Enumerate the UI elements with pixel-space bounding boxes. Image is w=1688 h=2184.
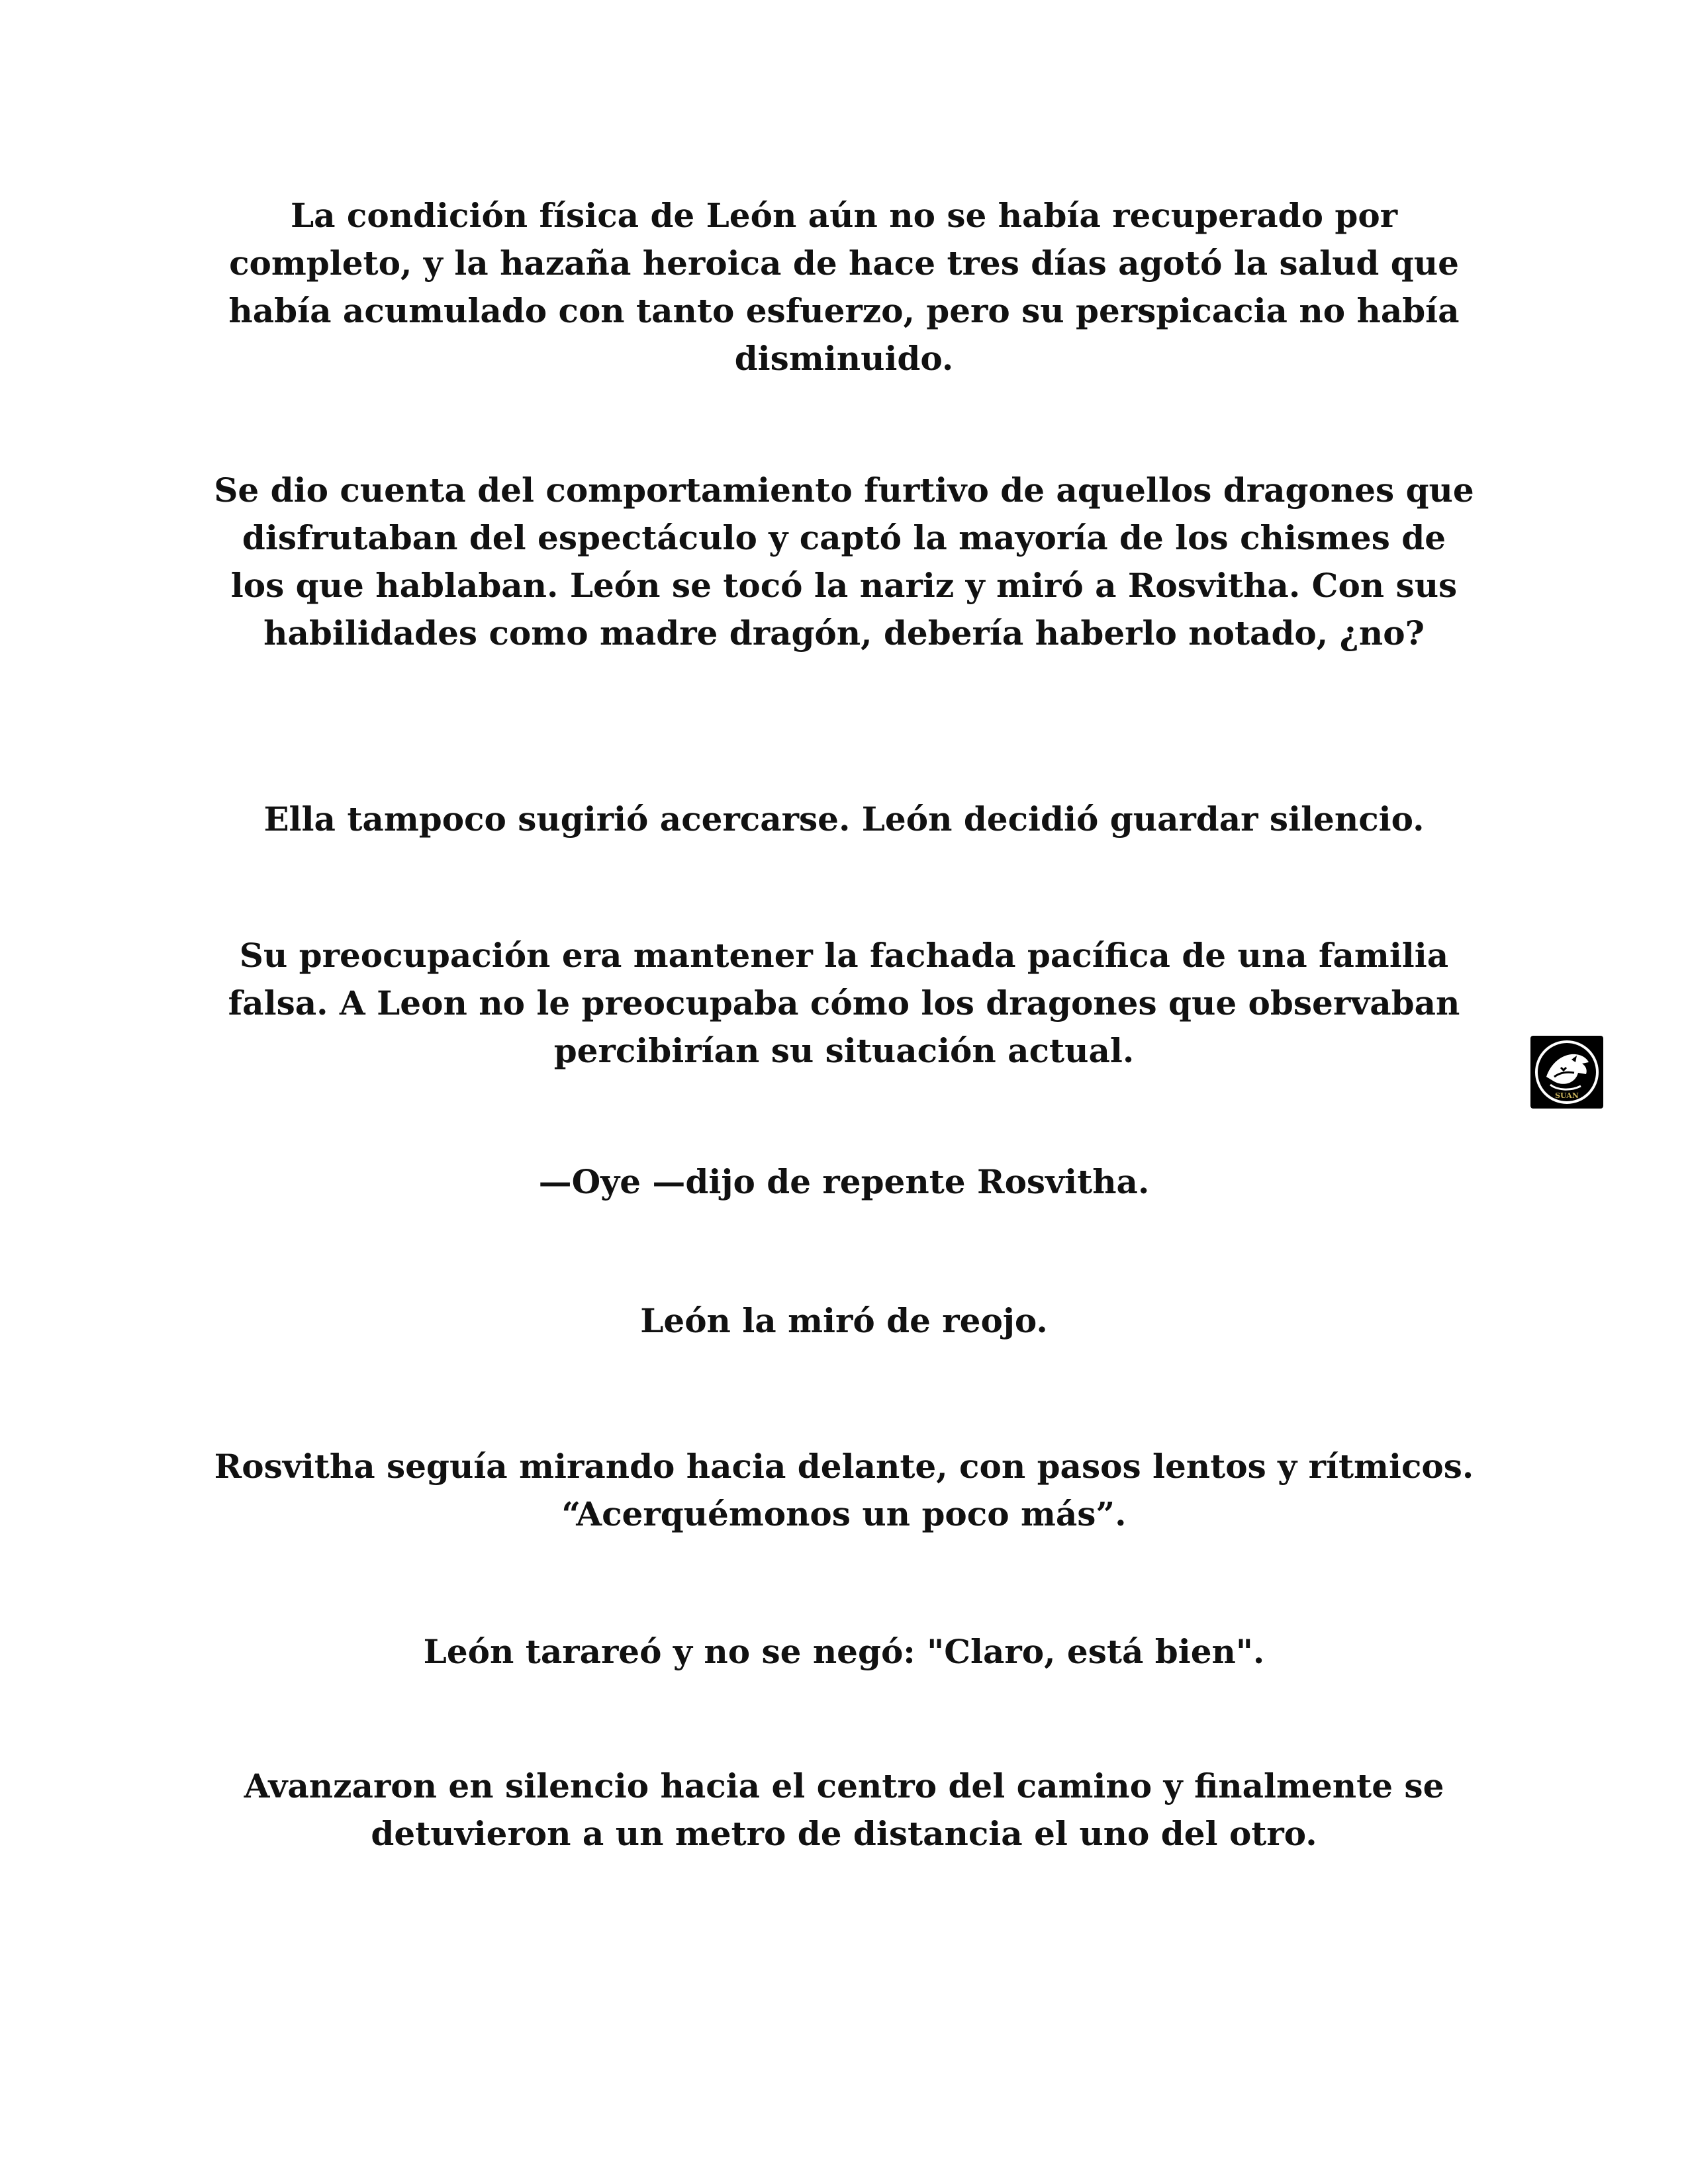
dragon-head-logo-icon xyxy=(1530,1036,1603,1109)
paragraph-8: León tarareó y no se negó: "Claro, está bien". xyxy=(423,1632,1265,1671)
paragraph-9: Avanzaron en silencio hacia el centro del camino y finalmente se detuvieron a un metro de distancia el uno del otro. xyxy=(244,1766,1444,1853)
paragraph-5: —Oye —dijo de repente Rosvitha. xyxy=(538,1162,1150,1201)
paragraph-2: Se dio cuenta del comportamiento furtivo de aquellos dragones que disfrutaban del espectáculo y captó la mayoría de los chismes de los que hablaban. León se tocó la nariz y miró a Rosvitha. Con sus habilidades como madre dragón, debería haberlo notado, ¿no? xyxy=(214,471,1474,653)
paragraph-7: Rosvitha seguía mirando hacia delante, con pasos lentos y rítmicos. “Acerquémonos un poco más”. xyxy=(214,1447,1474,1533)
dragon-head-logo-svg xyxy=(1530,1036,1603,1109)
paragraph-4: Su preocupación era mantener la fachada pacífica de una familia falsa. A Leon no le preocupaba cómo los dragones que observaban percibirían su situación actual. xyxy=(228,936,1460,1070)
paragraph-1: La condición física de León aún no se había recuperado por completo, y la hazaña heroica de hace tres días agotó la salud que había acumulado con tanto esfuerzo, pero su perspicacia no había disminuido. xyxy=(228,196,1460,378)
paragraph-3: Ella tampoco sugirió acercarse. León decidió guardar silencio. xyxy=(263,799,1425,839)
paragraph-6: León la miró de reojo. xyxy=(640,1301,1048,1340)
logo-text: SUAN xyxy=(1555,1091,1579,1100)
